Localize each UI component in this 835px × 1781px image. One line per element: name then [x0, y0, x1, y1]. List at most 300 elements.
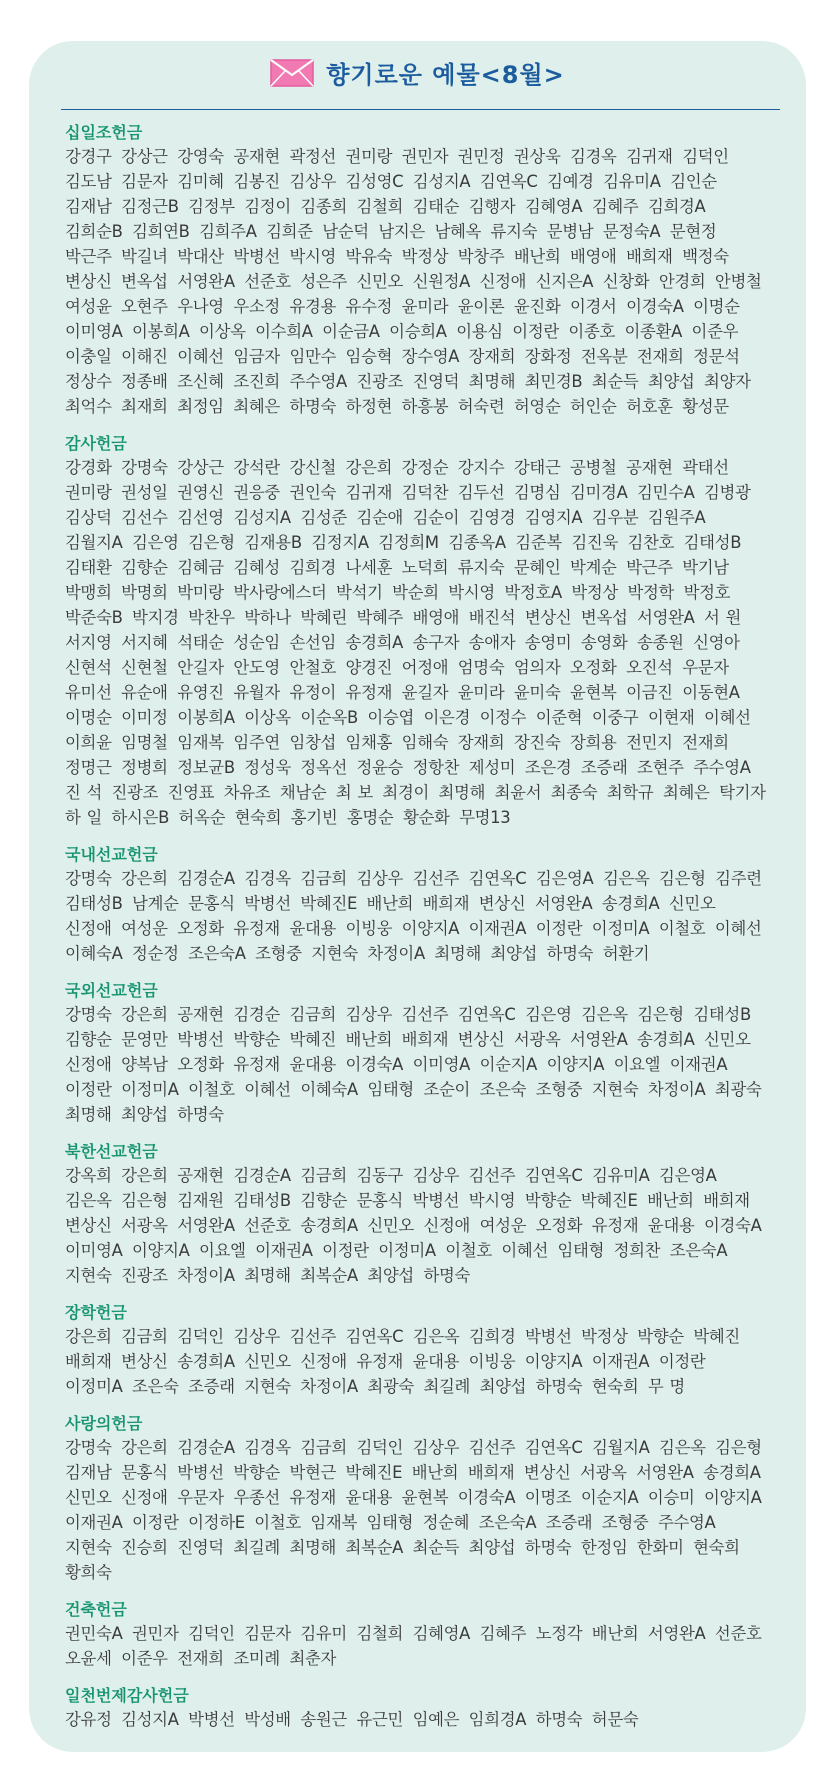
donor-name: 이정란: [322, 1241, 369, 1260]
donor-name: 오진석: [626, 658, 673, 677]
donor-name: 박성배: [244, 1710, 291, 1729]
donor-name: 임명철: [121, 733, 168, 752]
donor-name: 배희재: [467, 1463, 515, 1482]
donor-name: 제성미: [468, 758, 516, 777]
donor-name: 김월지A: [65, 533, 123, 552]
donor-name: 현숙희: [234, 808, 282, 827]
offering-section: [65, 1300, 781, 1399]
donor-name: 강지수: [457, 458, 505, 477]
sections-container: [65, 120, 781, 1732]
donor-name: 백정숙: [682, 247, 729, 266]
donor-name: 강신철: [289, 458, 337, 477]
donor-name: 이중구: [591, 708, 639, 727]
donor-name: 김철희: [356, 1624, 404, 1643]
donor-name: 안병철: [714, 272, 762, 291]
donor-name: 박시영: [289, 247, 337, 266]
donor-name: 박병선: [177, 1463, 224, 1482]
donor-name: 강명숙: [65, 1438, 112, 1457]
donor-name: 송경희A: [637, 1030, 695, 1049]
donor-name: 박하나: [244, 608, 291, 627]
header: [29, 55, 806, 105]
donor-name: 유수정: [345, 297, 393, 316]
donor-name: 정항찬: [412, 758, 460, 777]
donor-name: 김상우: [412, 1166, 460, 1185]
donor-name: 서영완A: [647, 1624, 706, 1643]
donor-name: 송원근: [300, 1710, 347, 1729]
section-title: 감사헌금: [65, 434, 127, 453]
donor-name: 김은영A: [659, 1166, 717, 1185]
donor-name: 박석기: [336, 583, 383, 602]
donor-name: 하정현: [345, 397, 393, 416]
donor-name: 김경순A: [177, 869, 235, 888]
offering-section: [65, 431, 781, 830]
donor-name: 김상우: [345, 1005, 393, 1024]
donor-name: 김은옥: [412, 1327, 460, 1346]
donor-name: 김철희: [356, 197, 404, 216]
donor-name: 박병선: [412, 1191, 460, 1210]
donor-name: 김덕인: [682, 147, 729, 166]
donor-name: 장화정: [524, 347, 572, 366]
donor-name: 성은주: [300, 272, 347, 291]
envelope-icon: [270, 59, 314, 87]
donor-name: 김덕인: [177, 1327, 224, 1346]
donor-name: 김재남: [65, 1463, 112, 1482]
donor-name: 윤길자: [401, 683, 449, 702]
donor-name: 박혜주: [356, 608, 404, 627]
donor-list: [65, 1163, 781, 1288]
donor-name: 선준호: [714, 1624, 762, 1643]
donor-name: 김성지A: [412, 172, 471, 191]
donor-name: 조은숙: [479, 1080, 527, 1099]
donor-name: 하시은B: [111, 808, 170, 827]
donor-name: 유순애: [121, 683, 168, 702]
donor-name: 윤미숙: [513, 683, 561, 702]
donor-name: 박병선: [177, 1030, 224, 1049]
donor-name: 최혜은: [233, 397, 280, 416]
donor-name: 하 일: [65, 808, 102, 827]
section-title: 북한선교헌금: [65, 1142, 158, 1161]
donor-name: 정상수: [65, 372, 112, 391]
donor-name: 양복남: [121, 1055, 168, 1074]
donor-name: 신정애: [65, 919, 112, 938]
donor-name: 신민오: [367, 1216, 414, 1235]
donor-name: 김은형: [659, 869, 706, 888]
donor-name: 차정이A: [300, 1377, 358, 1396]
donor-name: 임금자: [233, 347, 280, 366]
donor-list: [65, 866, 781, 966]
donor-name: 신정애: [121, 1488, 168, 1507]
donor-name: 조미례: [233, 1649, 280, 1668]
donor-name: 조형중: [535, 1080, 583, 1099]
donor-name: 장희용: [569, 733, 617, 752]
donor-name: 윤대용: [345, 1488, 393, 1507]
donor-name: 차유조: [223, 783, 271, 802]
donor-name: 김태성B: [683, 533, 742, 552]
donor-name: 김진욱: [571, 533, 618, 552]
donor-name: 김희주A: [199, 222, 257, 241]
donor-name: 김유미: [300, 1624, 347, 1643]
donor-name: 이양지A: [401, 919, 460, 938]
donor-name: 김경옥: [244, 1438, 291, 1457]
donor-name: 안도영: [233, 658, 280, 677]
donor-name: 이재권A: [468, 919, 527, 938]
donor-name: 배난희: [366, 894, 414, 913]
donor-name: 김정근B: [121, 197, 179, 216]
donor-name: 신정애: [300, 1352, 347, 1371]
donor-name: 문영만: [121, 1030, 168, 1049]
donor-name: 김상우: [289, 172, 337, 191]
donor-name: 강석란: [233, 458, 280, 477]
donor-name: 임태형: [367, 1080, 414, 1099]
donor-name: 무 명: [647, 1377, 685, 1396]
donor-list: [65, 1435, 781, 1585]
donor-name: 장재희: [468, 347, 516, 366]
donor-name: 진영표: [167, 783, 215, 802]
donor-name: 박정상: [581, 1327, 628, 1346]
donor-name: 곽정선: [289, 147, 337, 166]
donor-name: 박혜린: [300, 608, 347, 627]
donor-name: 김성준: [300, 508, 347, 527]
donor-name: 김민수A: [637, 483, 695, 502]
donor-name: 김연옥C: [524, 1438, 583, 1457]
donor-name: 신창화: [602, 272, 650, 291]
donor-name: 서영완A: [569, 1030, 628, 1049]
donor-name: 김금희: [121, 1327, 168, 1346]
donor-list: [65, 144, 781, 419]
donor-name: 박혜진: [289, 1030, 337, 1049]
donor-name: 서영완A: [636, 1463, 694, 1482]
donor-name: 하명숙: [535, 1710, 583, 1729]
donor-name: 김명심: [513, 483, 561, 502]
donor-name: 전민지: [626, 733, 673, 752]
donor-name: 최정임: [177, 397, 224, 416]
donor-name: 신현석: [65, 658, 112, 677]
donor-name: 정종배: [121, 372, 168, 391]
donor-name: 최명해: [438, 783, 486, 802]
donor-name: 김상우: [356, 869, 404, 888]
donor-name: 이경서: [569, 297, 617, 316]
donor-name: 신정애: [479, 272, 527, 291]
donor-name: 양경진: [345, 658, 393, 677]
donor-name: 김은형: [715, 1438, 762, 1457]
donor-name: 정희찬: [613, 1241, 661, 1260]
donor-name: 서 원: [704, 608, 742, 627]
donor-name: 신영아: [693, 633, 740, 652]
donor-name: 조순이: [423, 1080, 471, 1099]
donor-name: 권미랑: [345, 147, 393, 166]
donor-name: 김은형: [121, 1191, 168, 1210]
donor-name: 최명해: [244, 1266, 291, 1285]
donor-name: 지현숙: [591, 1080, 639, 1099]
donor-name: 윤대용: [289, 919, 337, 938]
donor-name: 김혜주: [591, 197, 639, 216]
donor-name: 이철호: [188, 1080, 235, 1099]
donor-name: 이혜선: [177, 347, 224, 366]
donor-name: 김유미A: [603, 172, 661, 191]
donor-name: 임태형: [557, 1241, 605, 1260]
donor-name: 이해진: [121, 347, 168, 366]
donor-name: 조증래: [545, 1513, 593, 1532]
donor-name: 이요엘: [613, 1055, 661, 1074]
donor-name: 윤미라: [457, 683, 505, 702]
donor-name: 안길자: [177, 658, 224, 677]
donor-name: 김준복: [515, 533, 562, 552]
donor-name: 허옥순: [178, 808, 226, 827]
donor-name: 김귀재: [626, 147, 673, 166]
donor-name: 박창주: [457, 247, 505, 266]
donor-name: 공병철: [569, 458, 617, 477]
donor-name: 박정호: [683, 583, 731, 602]
donor-name: 공재현: [626, 458, 673, 477]
donor-name: 최학규: [606, 783, 654, 802]
donor-name: 김월지A: [592, 1438, 650, 1457]
donor-name: 전재희: [177, 1649, 224, 1668]
donor-name: 진승희: [121, 1538, 168, 1557]
donor-name: 김혜성: [233, 558, 280, 577]
donor-name: 박대산: [177, 247, 224, 266]
donor-name: 임태형: [366, 1513, 414, 1532]
donor-name: 송종원: [637, 633, 684, 652]
donor-name: 정순정: [132, 944, 179, 963]
donor-name: 공재현: [177, 1005, 224, 1024]
donor-name: 최광숙: [367, 1377, 414, 1396]
donor-name: 배희재: [401, 1030, 449, 1049]
donor-name: 김경순: [233, 1005, 280, 1024]
donor-name: 신민오: [356, 272, 404, 291]
donor-name: 김도남: [65, 172, 112, 191]
donor-name: 이양지A: [132, 1241, 190, 1260]
donor-name: 김재용B: [244, 533, 302, 552]
donor-name: 박정호A: [504, 583, 562, 602]
donor-name: 김연옥C: [457, 1005, 516, 1024]
donor-name: 권응중: [233, 483, 280, 502]
donor-name: 이혜선: [704, 708, 751, 727]
donor-name: 조진희: [233, 372, 280, 391]
donor-name: 강명숙: [65, 869, 112, 888]
donor-name: 허숙련: [457, 397, 505, 416]
donor-name: 유영진: [177, 683, 224, 702]
donor-name: 송경희A: [345, 633, 404, 652]
donor-name: 이용심: [456, 322, 503, 341]
donor-name: 이승희A: [389, 322, 447, 341]
donor-name: 이종호: [568, 322, 616, 341]
offering-section: [65, 978, 781, 1127]
donor-name: 이양지A: [546, 1055, 605, 1074]
donor-name: 박맹희: [65, 583, 112, 602]
donor-name: 이준우: [121, 1649, 168, 1668]
donor-name: 허인순: [569, 397, 617, 416]
donor-name: 이정란: [132, 1513, 179, 1532]
donor-name: 황순화: [402, 808, 450, 827]
donor-name: 이재권A: [255, 1241, 313, 1260]
donor-name: 문홍식: [121, 1463, 168, 1482]
donor-name: 조신혜: [177, 372, 224, 391]
donor-name: 김영지A: [524, 508, 583, 527]
donor-name: 김상우: [412, 1438, 460, 1457]
donor-name: 박유숙: [345, 247, 393, 266]
donor-name: 김은영: [525, 1005, 572, 1024]
donor-name: 오윤세: [65, 1649, 112, 1668]
donor-list: [65, 455, 781, 830]
donor-name: 오현주: [121, 297, 168, 316]
donor-name: 윤진화: [513, 297, 561, 316]
donor-name: 임희경A: [468, 1710, 527, 1729]
donor-name: 이순지A: [580, 1488, 639, 1507]
donor-name: 김은옥: [65, 1191, 112, 1210]
donor-name: 김병광: [704, 483, 751, 502]
donor-name: 김혜영A: [524, 197, 583, 216]
donor-name: 이수희A: [255, 322, 313, 341]
donor-name: 이순옥B: [300, 708, 358, 727]
donor-name: 김혜금: [177, 558, 224, 577]
donor-name: 신민오: [65, 1488, 112, 1507]
donor-name: 이정란: [512, 322, 559, 341]
donor-name: 강유정: [65, 1710, 112, 1729]
donor-name: 김덕인: [188, 1624, 235, 1643]
title-divider: [61, 109, 780, 110]
donor-name: 채남순: [279, 783, 327, 802]
donor-name: 남순덕: [322, 222, 369, 241]
donor-name: 김연옥C: [345, 1327, 404, 1346]
donor-name: 최복순A: [300, 1266, 358, 1285]
donor-name: 박근주: [65, 247, 112, 266]
donor-name: 탁기자: [719, 783, 766, 802]
donor-name: 차정이A: [647, 1080, 706, 1099]
donor-name: 김성지A: [233, 508, 291, 527]
donor-name: 이경숙A: [457, 1488, 516, 1507]
donor-name: 윤현복: [569, 683, 617, 702]
donor-name: 권민자: [401, 147, 449, 166]
donor-name: 강은희: [121, 1005, 168, 1024]
donor-name: 한정임: [580, 1538, 628, 1557]
donor-name: 서영완A: [637, 608, 695, 627]
donor-name: 이미영A: [412, 1055, 471, 1074]
page-title: 향기로운 예물<8월>: [326, 61, 565, 89]
donor-name: 최길례: [423, 1377, 471, 1396]
donor-name: 홍기빈: [290, 808, 338, 827]
donor-name: 배영애: [412, 608, 460, 627]
donor-name: 우소정: [233, 297, 280, 316]
donor-name: 이혜선: [501, 1241, 548, 1260]
donor-name: 임주연: [233, 733, 280, 752]
donor-name: 송경희A: [601, 894, 660, 913]
donor-name: 박근주: [626, 558, 673, 577]
donor-name: 송구자: [412, 633, 460, 652]
donor-name: 박병선: [525, 1327, 572, 1346]
donor-name: 김순이: [412, 508, 460, 527]
donor-name: 장진숙: [513, 733, 561, 752]
donor-name: 김경옥: [244, 869, 291, 888]
donor-name: 김금희: [300, 1166, 347, 1185]
donor-name: 남혜옥: [434, 222, 482, 241]
donor-name: 이순지A: [479, 1055, 538, 1074]
donor-name: 이준우: [691, 322, 739, 341]
donor-name: 김성지A: [121, 1710, 179, 1729]
donor-name: 하명숙: [177, 1105, 224, 1124]
donor-name: 김종옥A: [448, 533, 506, 552]
donor-name: 김유미A: [592, 1166, 650, 1185]
donor-name: 이정미A: [591, 919, 650, 938]
donor-name: 조은숙: [132, 1377, 179, 1396]
donor-name: 조형중: [601, 1513, 649, 1532]
donor-name: 김경순A: [233, 1166, 291, 1185]
donor-name: 문병남: [546, 222, 594, 241]
donor-name: 변상신: [65, 272, 112, 291]
offering-section: [65, 842, 781, 966]
offering-section: [65, 1411, 781, 1585]
donor-name: 권인숙: [289, 483, 337, 502]
donor-name: 권상욱: [513, 147, 561, 166]
donor-name: 정옥선: [300, 758, 347, 777]
donor-name: 무명13: [459, 808, 511, 827]
donor-name: 이준혁: [535, 708, 583, 727]
donor-name: 주수영A: [693, 758, 751, 777]
donor-name: 김경순A: [177, 1438, 235, 1457]
donor-name: 김재남: [65, 197, 112, 216]
donor-name: 정윤승: [356, 758, 404, 777]
donor-name: 송애자: [468, 633, 516, 652]
donor-name: 최억수: [65, 397, 112, 416]
donor-name: 김주련: [715, 869, 762, 888]
donor-name: 지현숙: [65, 1266, 112, 1285]
donor-name: 하명숙: [423, 1266, 471, 1285]
donor-name: 최혜은: [662, 783, 710, 802]
donor-name: 김문자: [121, 172, 168, 191]
donor-name: 윤이론: [457, 297, 505, 316]
donor-name: 오정화: [569, 658, 617, 677]
donor-name: 김은영A: [535, 869, 594, 888]
donor-name: 최순득: [591, 372, 639, 391]
section-title: 장학헌금: [65, 1303, 127, 1322]
donor-name: 박미랑: [177, 583, 224, 602]
donor-name: 김금희: [300, 869, 347, 888]
donor-name: 서지혜: [121, 633, 168, 652]
donor-name: 임채홍: [345, 733, 393, 752]
donor-name: 안경희: [658, 272, 706, 291]
donor-name: 유정이: [289, 683, 337, 702]
donor-name: 이미정: [121, 708, 168, 727]
donor-name: 최순득: [412, 1538, 460, 1557]
donor-name: 차정이A: [177, 1266, 235, 1285]
donor-name: 임만수: [289, 347, 337, 366]
donor-name: 진광조: [121, 1266, 168, 1285]
donor-name: 정병희: [121, 758, 168, 777]
donor-name: 박정상: [571, 583, 618, 602]
donor-name: 이정란: [658, 1352, 706, 1371]
donor-name: 박혜진E: [580, 1191, 638, 1210]
donor-name: 박준숙B: [65, 608, 123, 627]
donor-name: 최양섭: [468, 1538, 516, 1557]
donor-name: 김정지A: [311, 533, 369, 552]
donor-name: 변옥섭: [121, 272, 168, 291]
donor-name: 이상옥: [199, 322, 246, 341]
donor-name: 조은숙A: [188, 944, 246, 963]
donor-name: 최경이: [382, 783, 430, 802]
donor-name: 최종숙: [550, 783, 598, 802]
donor-name: 이순금A: [322, 322, 380, 341]
donor-name: 유월자: [233, 683, 280, 702]
donor-name: 이동현A: [682, 683, 740, 702]
donor-name: 신지은A: [535, 272, 594, 291]
donor-name: 김향순: [121, 558, 168, 577]
donor-name: 유정재: [591, 1216, 639, 1235]
donor-name: 유정재: [356, 1352, 404, 1371]
donor-name: 배난희: [411, 1463, 459, 1482]
donor-name: 윤대용: [289, 1055, 337, 1074]
donor-name: 김정이: [244, 197, 291, 216]
donor-name: 진광조: [356, 372, 404, 391]
donor-name: 지현숙: [244, 1377, 291, 1396]
